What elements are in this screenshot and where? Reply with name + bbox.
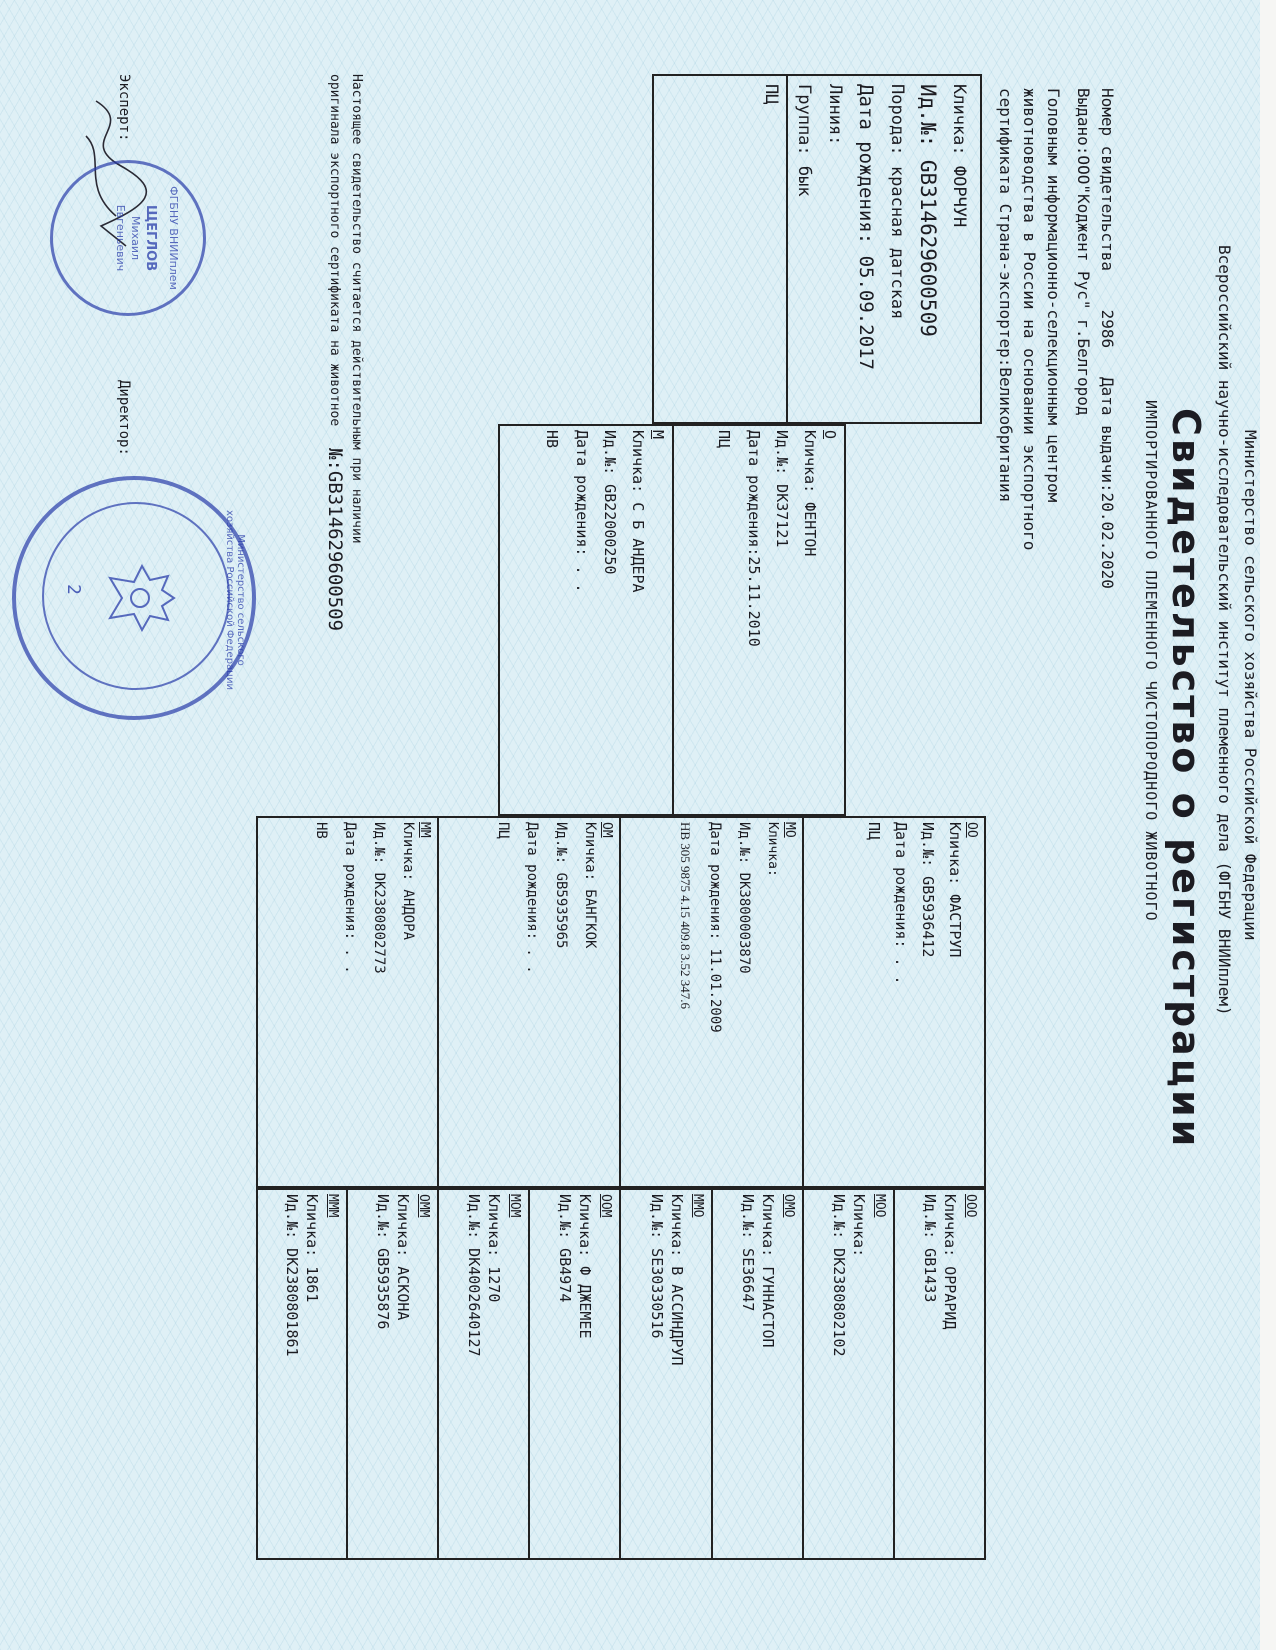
omm-id: Ид.№: GB5935876 [374,1194,392,1330]
om-cell [439,816,619,1188]
validity-line-1: Настоящее свидетельство считается действительным при наличии [349,74,364,544]
oo-name: Кличка: ФАСТРУП [946,822,964,958]
moo-id: Ид.№: DK2380802102 [830,1194,848,1357]
sire-birth: Дата рождения:25.11.2010 [745,430,763,647]
mom-id: Ид.№: DK4002640127 [465,1194,483,1357]
oom-id: Ид.№: GB4974 [556,1194,574,1303]
sire-id: Ид.№: DK37121 [773,430,791,548]
oom-cell [530,1188,619,1560]
ooo-cell [895,1188,984,1560]
omo-cell [713,1188,802,1560]
issue-date: 20.02.2020 [1098,492,1117,589]
ggp-divider-4 [619,1188,621,1560]
expert-stamp-patronymic: Евгеньевич [114,204,127,272]
oom-name: Кличка: Ф ДЖЕМЕЕ [576,1194,594,1339]
dam-birth: Дата рождения: . . [573,430,591,593]
sire-code: О [821,430,839,440]
basis-line-1: Головным информационно-селекционным центром [1044,88,1063,503]
omm-name: Кличка: АСКОНА [394,1194,412,1321]
dam-name: Кличка: С Б АНДЕРА [629,430,647,593]
issue-number-label: Номер свидетельства [1098,88,1117,272]
expert-stamp-first: Михаил [129,215,142,261]
issue-number: 2986 [1098,309,1117,349]
om-birth: Дата рождения: . . [524,822,540,974]
mo-id: Ид.№: DK3800003870 [736,822,752,974]
omm-cell [348,1188,437,1560]
mm-code: ММ [417,822,432,838]
omo-code: ОМО [781,1194,796,1218]
animal-name: Кличка: ФОРЧУН [949,84,969,228]
mom-cell [439,1188,528,1560]
om-code: ОМ [599,822,614,838]
sire-pc: ПЦ [715,430,733,449]
mmm-id: Ид.№: DK2380801861 [283,1194,301,1357]
validity-line-2: оригинала экспортного сертификата на животное [327,74,342,427]
ooo-id: Ид.№: GB1433 [921,1194,939,1303]
om-name: Кличка: БАНГКОК [582,822,598,949]
mom-code: МОМ [507,1194,522,1218]
mmm-code: МММ [325,1194,340,1218]
oo-pc: ПЦ [865,822,883,841]
omo-id: Ид.№: SE36647 [739,1194,757,1312]
oom-code: ООМ [598,1194,613,1218]
mo-nv: НВ 305 9875 4.15 409.8 3.52 347.6 [678,822,693,1010]
mmo-code: ММО [690,1194,705,1218]
cert-number: №:GB314629600509 [324,448,346,632]
animal-id: Ид.№: GB314629600509 [916,84,940,337]
mmo-name: Кличка: В АССИНДРУП [668,1194,686,1366]
om-id: Ид.№: GB5935965 [553,822,569,949]
seal-text: Министерство сельского хозяйства Российской Федерации [224,510,246,690]
animal-line: Линия: [825,84,845,146]
animal-group: Группа: бык [794,84,814,197]
mm-cell [257,816,437,1188]
basis-line-3: сертификата Страна-экспортер:Великобритания [996,88,1015,503]
dam-code: М [649,430,667,440]
moo-name: Кличка: [850,1194,868,1258]
certificate-title: Свидетельство о регистрации [1164,408,1208,1150]
mm-nv: НВ [313,822,329,839]
moo-code: МОО [872,1194,887,1218]
issued-to: Выдано:ООО"Коджент Рус" г.Белгород [1074,88,1093,416]
mmo-cell [622,1188,711,1560]
ooo-name: Кличка: ОРРАРИД [941,1194,959,1330]
official-seal [12,476,256,720]
animal-breed: Порода: красная датская [887,84,907,320]
mm-birth: Дата рождения: . . [342,822,358,974]
sire-cell [674,424,844,816]
animal-box [652,74,982,424]
oo-birth: Дата рождения: . . [892,822,910,985]
animal-pc: ПЦ [755,76,788,422]
director-label: Директор: [116,380,132,456]
seal-number: 2 [63,584,84,595]
omm-code: ОММ [416,1194,431,1218]
mo-code: МО [782,822,797,838]
mm-name: Кличка: АНДОРА [400,822,416,941]
oo-id: Ид.№: GB5936412 [919,822,937,958]
mmo-id: Ид.№: SE30330516 [648,1194,666,1339]
mm-id: Ид.№: DK2380802773 [371,822,387,974]
expert-stamp [50,160,206,316]
expert-stamp-name: ЩЕГЛОВ [143,204,158,272]
oo-code: ОО [964,822,979,838]
basis-line-2: животноводства в России на основании экспортного [1020,88,1039,551]
mo-name: Кличка: [765,822,780,877]
animal-birth: Дата рождения: 05.09.2017 [855,84,877,370]
dam-id: Ид.№: GB22000250 [601,430,619,575]
om-pc: ПЦ [495,822,511,839]
omo-name: Кличка: ГУННАСТОП [759,1194,777,1348]
gp-divider-2 [619,816,621,1188]
mmm-name: Кличка: 1861 [303,1194,321,1303]
ministry-line: Министерство сельского хозяйства Российской Федерации [1241,430,1260,941]
expert-label: Эксперт: [116,74,132,142]
dam-cell [500,424,672,816]
institute-line: Всероссийский научно-исследовательский институт племенного дела (ФГБНУ ВНИИплем) [1215,245,1234,1016]
issue-date-label: Дата выдачи: [1098,377,1117,493]
sire-name: Кличка: ФЕНТОН [801,430,819,557]
mo-cell [622,816,802,1188]
eagle-emblem-icon [96,558,182,638]
ooo-code: ООО [963,1194,978,1218]
oo-cell [804,816,984,1188]
dam-nv: НВ [543,430,561,449]
mom-name: Кличка: 1270 [485,1194,503,1303]
expert-stamp-org: ФГБНУ ВНИИплем [167,186,180,290]
issue-number-row [1096,88,1118,589]
mo-birth: Дата рождения: 11.01.2009 [707,822,723,1033]
certificate-subtitle: ИМПОРТИРОВАННОГО ПЛЕМЕННОГО ЧИСТОПОРОДНОГО ЖИВОТНОГО [1142,400,1160,922]
moo-cell [804,1188,893,1560]
mmm-cell [257,1188,346,1560]
